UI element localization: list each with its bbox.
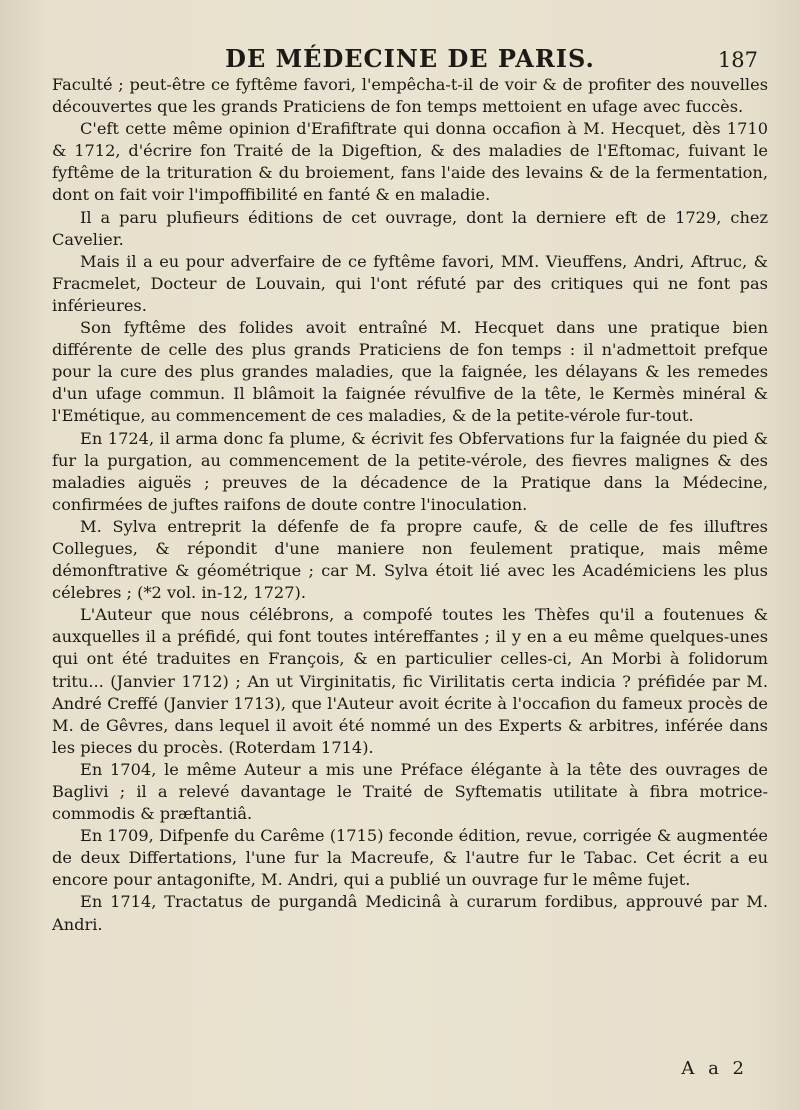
paragraph: Faculté ; peut-être ce fyftême favori, l'empêcha-t-il de voir & de profiter des nouvelles découvertes que les grands Praticiens de fon temps mettoient en ufage avec fuccès. <box>52 75 768 117</box>
paragraph: Son fyftême des folides avoit entraîné M. Hecquet dans une pratique bien différente de celle des plus grands Praticiens de fon temps : il n'admettoit prefque pour la cure des plus grandes maladies, que la faignée, les délayans & les remedes d'un ufage commun. Il blâmoit la faignée révulfive de la tête, le Kermès minéral & l'Emétique, au commencement de ces maladies, & de la petite-vérole fur-tout. <box>52 318 768 426</box>
body-text <box>52 74 768 936</box>
paragraph: En 1724, il arma donc fa plume, & écrivit fes Obfervations fur la faignée du pied & fur la purgation, au commencement de la petite-vérole, des fievres malignes & des maladies aiguës ; preuves de la décadence de la Pratique dans la Médecine, confirmées de juftes raifons de doute contre l'inoculation. <box>52 428 768 514</box>
page-header <box>52 44 768 74</box>
paragraph: En 1714, Tractatus de purgandâ Medicinâ à curarum fordibus, approuvé par M. Andri. <box>52 892 768 934</box>
paragraph: En 1709, Difpenfe du Carême (1715) feconde édition, revue, corrigée & augmentée de deux Differtations, l'une fur la Macreufe, & l'autre fur le Tabac. Cet écrit a eu encore pour antagonifte, M. Andri, qui a publié un ouvrage fur le même fujet. <box>52 826 768 890</box>
paragraph: Mais il a eu pour adverfaire de ce fyftême favori, MM. Vieuffens, Andri, Aftruc, & Fracmelet, Docteur de Louvain, qui l'ont réfuté par des critiques qui ne font pas inférieures. <box>52 251 768 315</box>
paragraph: M. Sylva entreprit la défenfe de fa propre caufe, & de celle de fes illuftres Collegues, & répondit d'une maniere non feulement pratique, mais même démonftrative & géométrique ; car M. Sylva étoit lié avec les Académiciens les plus célebres ; (*2 vol. in-12, 1727). <box>52 516 768 603</box>
page-number: 187 <box>717 48 758 72</box>
running-title: DE MÉDECINE DE PARIS. <box>225 44 595 73</box>
catchword: A a 2 <box>681 1058 748 1079</box>
paragraph: En 1704, le même Auteur a mis une Préface élégante à la tête des ouvrages de Baglivi ; il a relevé davantage le Traité de Syftematis utilitate à fibra motrice-commodis & præftantiâ. <box>52 759 768 824</box>
paragraph: Il a paru plufieurs éditions de cet ouvrage, dont la derniere eft de 1729, chez Cavelier. <box>52 207 768 249</box>
paragraph: C'eft cette même opinion d'Erafiftrate qui donna occafion à M. Hecquet, dès 1710 & 1712, d'écrire fon Traité de la Digeftion, & des maladies de l'Eftomac, fuivant le fyftême de la trituration & du broiement, fans l'aide des levains & de la fermentation, dont on fait voir l'impoffibilité en fanté & en maladie. <box>52 119 768 205</box>
paragraph: L'Auteur que nous célébrons, a compofé toutes les Thèfes qu'il a foutenues & auxquelles il a préfidé, qui font toutes intéreffantes ; il y en a eu même quelques-unes qui ont été traduites en François, & en particulier celles-ci, An Morbi à folidorum tritu... (Janvier 1712) ; An ut Virginitatis, fic Virilitatis certa indicia ? préfidée par M. André Creffé (Janvier 1713), que l'Auteur avoit écrite à l'occafion du fameux procès de M. de Gêvres, dans lequel il avoit été nommé un des Experts & arbitres, inférée dans les pieces du procès. (Roterdam 1714). <box>52 605 768 757</box>
